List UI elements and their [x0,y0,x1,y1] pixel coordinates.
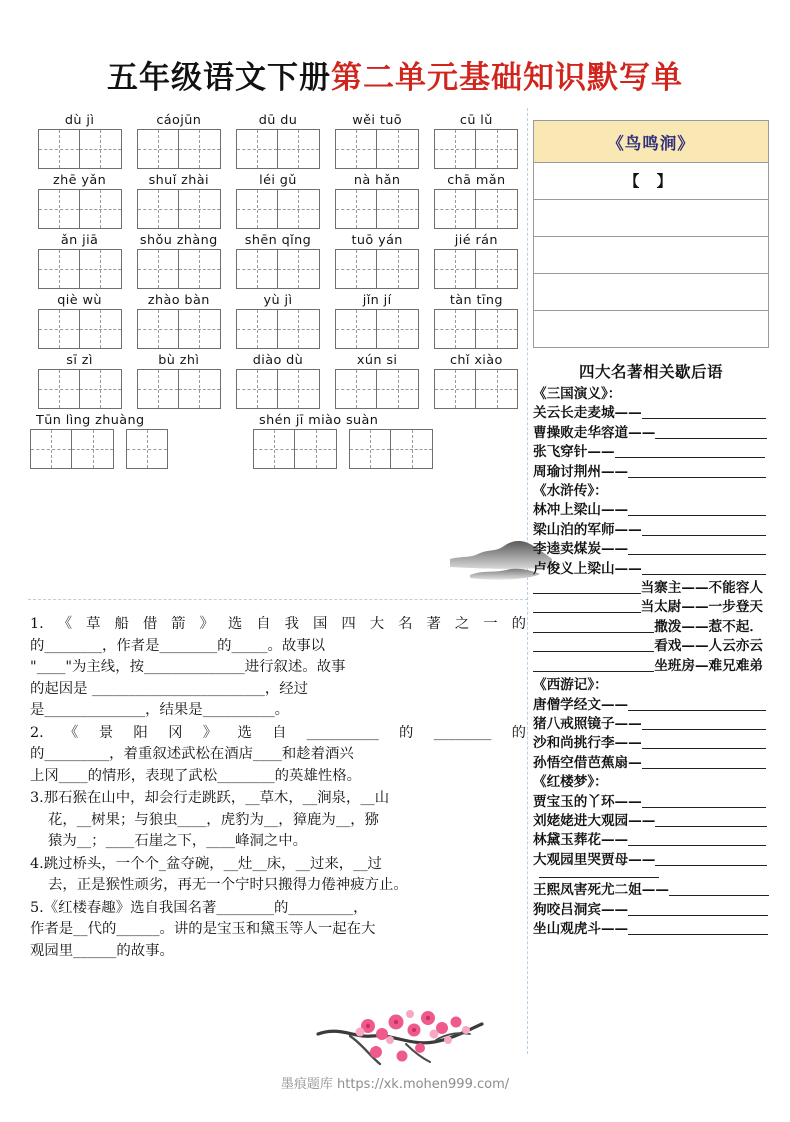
tianzige-box-group[interactable] [427,309,526,352]
question-item[interactable] [30,854,526,897]
answer-blank[interactable] [655,826,766,827]
pinyin-label: shǒu zhàng [139,233,218,248]
tianzige-cell[interactable] [349,429,391,469]
pinyin-word-group [328,352,427,412]
xiehouyu-entry[interactable] [533,831,769,850]
tianzige-cell[interactable] [80,249,122,289]
tianzige-box-group[interactable] [30,189,129,232]
answer-blank[interactable] [642,807,766,808]
pinyin-word-group [30,412,245,472]
answer-blank[interactable] [628,934,768,935]
poem-bracket-line[interactable]: 【 】 [534,163,768,200]
pinyin-label: nà hǎn [353,173,401,188]
question-line: 花，__树果；与狼虫____，虎豹为__，獐鹿为__，猕 [48,811,379,828]
tianzige-cell[interactable] [80,369,122,409]
tianzige-box-group[interactable] [328,309,427,352]
tianzige-box-group[interactable] [129,249,228,292]
question-number: 2. [30,724,44,741]
tianzige-cell[interactable] [236,309,278,349]
question-line: "____"为主线，按______________进行叙述。故事 [30,659,346,675]
pinyin-label: léi gǔ [259,173,297,188]
tianzige-cell[interactable] [80,189,122,229]
question-line [30,788,526,810]
xiehouyu-text: 狗咬吕洞宾—— [533,901,629,918]
xiehouyu-text: 《红楼梦》： [533,774,608,791]
tianzige-cell[interactable] [278,249,320,289]
tianzige-box-group[interactable] [427,249,526,292]
tianzige-box-group[interactable] [30,369,129,412]
xiehouyu-entry[interactable] [533,901,769,920]
tianzige-cell[interactable] [137,189,179,229]
tianzige-box-row [30,429,245,472]
question-line: 作者是__代的______。讲的是宝玉和黛玉等人一起在大 [30,921,376,937]
xiehouyu-text: 唐僧学经文—— [533,696,629,713]
tianzige-cell[interactable] [434,189,476,229]
tianzige-cell[interactable] [179,369,221,409]
poem-blank-line[interactable] [534,200,768,237]
pinyin-label: zhào bàn [147,293,210,308]
tianzige-cell[interactable] [137,129,179,169]
question-line: 猿为__；____石崖之下，____峰洞之中。 [48,833,308,849]
tianzige-cell[interactable] [38,309,80,349]
poem-card [533,120,769,348]
tianzige-box-row [253,429,468,472]
xiehouyu-text: 大观园里哭贾母—— [533,851,656,868]
pinyin-label: diào dù [252,353,304,368]
answer-blank[interactable] [642,535,766,536]
answer-blank[interactable] [628,515,766,516]
tianzige-cell[interactable] [236,249,278,289]
pinyin-label: ǎn jiā [60,233,99,248]
question-number: 5. [30,899,44,916]
page-title-red: 第二单元基础知识默写单 [331,60,683,96]
question-text: 《红楼春趣》选自我国名著________的_________， [43,899,368,916]
pinyin-label: qiè wù [57,293,102,308]
tianzige-cell[interactable] [434,369,476,409]
tianzige-box-group[interactable] [328,369,427,412]
pinyin-label: dū du [258,113,298,128]
xiehouyu-entry[interactable] [533,812,769,831]
pinyin-label: zhē yǎn [53,173,107,188]
pinyin-label: bù zhì [158,353,200,368]
xiehouyu-text: 张飞穿针—— [533,444,615,461]
tianzige-cell[interactable] [377,309,419,349]
answer-blank[interactable] [642,768,766,769]
answer-blank[interactable] [628,477,766,478]
xiehouyu-text: 坐山观虎斗—— [533,920,629,937]
xiehouyu-text: 《西游记》： [533,677,608,694]
tianzige-cell[interactable] [476,189,518,229]
question-line: 的________，作者是________的_____。故事以 [30,637,326,654]
xiehouyu-list [533,385,769,939]
question-number: 3. [30,790,44,806]
pinyin-row [30,112,526,172]
xiehouyu-text: 《水浒传》： [533,483,608,500]
pinyin-word-group [427,352,526,412]
answer-blank[interactable] [655,438,766,439]
xiehouyu-entry[interactable] [533,637,769,656]
question-line [30,723,526,745]
xiehouyu-entry[interactable] [533,754,769,773]
question-line: 上冈____的情形，表现了武松________的英雄性格。 [30,767,361,784]
tianzige-cell[interactable] [137,249,179,289]
answer-blank[interactable] [669,895,769,896]
pinyin-word-group [129,352,228,412]
tianzige-cell[interactable] [391,429,433,469]
xiehouyu-entry[interactable] [533,715,769,734]
left-column [30,112,526,473]
tianzige-cell[interactable] [30,429,72,469]
pinyin-label: wěi tuō [352,113,403,128]
answer-blank[interactable] [655,865,766,866]
tianzige-cell[interactable] [335,249,377,289]
xiehouyu-entry[interactable] [533,579,769,598]
tianzige-cell[interactable] [38,249,80,289]
pinyin-word-group [328,112,427,172]
pinyin-label: dù jì [64,113,95,128]
tianzige-cell[interactable] [80,129,122,169]
question-text: 《草船借箭》选自我国四大名著之一的 [43,616,526,632]
pinyin-label: shuǐ zhài [148,173,209,188]
pinyin-word-group [30,172,129,232]
tianzige-cell[interactable] [335,369,377,409]
tianzige-cell[interactable] [377,129,419,169]
pinyin-word-group [129,112,228,172]
pinyin-word-group [228,112,327,172]
tianzige-cell[interactable] [476,249,518,289]
question-item[interactable] [30,898,526,963]
tianzige-cell[interactable] [253,429,295,469]
pinyin-word-group [228,172,327,232]
pinyin-word-group [30,112,129,172]
pinyin-label: Tūn lìng zhuàng [36,413,145,428]
tianzige-cell[interactable] [278,309,320,349]
tianzige-cell[interactable] [377,249,419,289]
pinyin-label: chǐ xiào [449,353,503,368]
xiehouyu-text: 《三国演义》： [533,386,622,402]
xiehouyu-entry[interactable] [533,443,769,462]
answer-blank[interactable] [642,574,766,575]
pinyin-word-group [30,232,129,292]
xiehouyu-book-title [533,385,769,404]
right-column [533,120,769,939]
tianzige-cell[interactable] [179,129,221,169]
xiehouyu-entry[interactable] [533,881,769,900]
answer-blank[interactable] [628,915,768,916]
pinyin-word-group [129,172,228,232]
pinyin-word-group [427,112,526,172]
pinyin-row [30,232,526,292]
pinyin-word-group [328,292,427,352]
tianzige-box-group[interactable] [427,369,526,412]
question-line [30,854,526,876]
tianzige-cell[interactable] [236,129,278,169]
pinyin-word-group [30,292,129,352]
answer-blank[interactable] [642,729,766,730]
pinyin-label: jǐn jí [362,293,392,308]
question-text: 那石猴在山中，却会行走跳跃，__草木，__涧泉，__山 [43,790,390,806]
tianzige-box-group[interactable] [253,429,337,472]
xiehouyu-entry[interactable] [533,501,769,520]
answer-blank[interactable] [628,710,766,711]
pinyin-row [30,352,526,412]
tianzige-cell[interactable] [377,189,419,229]
question-number: 1. [30,616,44,632]
question-item[interactable] [30,788,526,853]
tianzige-box-group[interactable] [427,189,526,232]
tianzige-cell[interactable] [476,369,518,409]
xiehouyu-text: 看戏——人云亦云 [654,638,763,655]
answer-blank[interactable] [533,651,654,652]
tianzige-box-group[interactable] [228,249,327,292]
xiehouyu-entry[interactable] [533,560,769,579]
pinyin-word-group [228,352,327,412]
xiehouyu-entry[interactable] [533,521,769,540]
pinyin-row [30,292,526,352]
xiehouyu-text: 关云长走麦城—— [533,405,642,422]
xiehouyu-text: 孙悟空借芭蕉扇— [533,754,642,771]
poem-blank-line[interactable] [534,311,768,347]
tianzige-cell[interactable] [80,309,122,349]
pinyin-label: shén jī miào suàn [259,413,379,428]
xiehouyu-text: 当寨主——不能容人 [640,580,763,597]
tianzige-box-group[interactable] [349,429,433,472]
tianzige-cell[interactable] [434,129,476,169]
xiehouyu-text: 李逵卖煤炭—— [533,541,629,558]
worksheet-body [0,112,790,1072]
pinyin-word-group [228,232,327,292]
question-item[interactable] [30,614,526,722]
tianzige-cell[interactable] [236,189,278,229]
tianzige-cell[interactable] [434,309,476,349]
pinyin-word-group [427,292,526,352]
tianzige-box-group[interactable] [228,309,327,352]
question-line: 是______________，结果是__________。 [30,702,290,718]
xiehouyu-text: 林冲上梁山—— [533,502,629,519]
poem-blank-line[interactable] [534,237,768,274]
question-text: 跳过桥头，一个个_盆夺碗，__灶__床，__过来，__过 [43,855,382,872]
pinyin-label: tàn tīng [449,293,503,308]
pinyin-label: sī zì [66,353,93,368]
answer-blank[interactable] [642,418,766,419]
pinyin-label: chā mǎn [447,173,506,188]
pinyin-word-group [129,232,228,292]
xiehouyu-text: 撒泼——惹不起． [654,618,763,635]
footer-watermark: 墨痕题库 https://xk.mohen999.com/ [280,1077,510,1092]
xiehouyu-entry[interactable] [533,463,769,482]
tianzige-cell[interactable] [179,309,221,349]
xiehouyu-text: 周瑜讨荆州—— [533,463,629,480]
page-title-black: 五年级语文下册 [107,60,331,96]
pinyin-label: cū lǔ [459,113,493,128]
answer-blank[interactable] [533,671,654,672]
xiehouyu-entry[interactable] [533,424,769,443]
xiehouyu-heading: 四大名著相关歇后语 [578,362,723,381]
pinyin-writing-grid [30,112,526,472]
question-line: 的_________，着重叙述武松在酒店____和趁着酒兴 [30,746,354,762]
poem-card-heading: 《鸟鸣涧》 [534,121,768,163]
answer-blank[interactable] [615,457,766,458]
poem-blank-line[interactable] [534,274,768,311]
page-title [0,0,790,97]
pinyin-word-group [427,172,526,232]
tianzige-cell[interactable] [137,309,179,349]
question-text: 《景阳冈》选自__________的________的 [43,724,526,741]
tianzige-box-group[interactable] [30,129,129,172]
xiehouyu-entry[interactable] [533,793,769,812]
plum-blossom-icon [310,1000,490,1072]
xiehouyu-entry[interactable] [533,598,769,617]
tianzige-cell[interactable] [377,369,419,409]
xiehouyu-entry[interactable] [533,734,769,753]
xiehouyu-book-title [533,773,769,792]
pinyin-label: tuō yán [351,233,403,248]
tianzige-box-group[interactable] [328,129,427,172]
xiehouyu-text: 卢俊义上梁山—— [533,560,642,577]
pinyin-label: jié rán [454,233,498,248]
pinyin-word-group [253,412,468,472]
xiehouyu-text: 猪八戒照镜子—— [533,715,642,732]
answer-blank[interactable] [628,554,766,555]
xiehouyu-entry[interactable] [533,657,769,676]
xiehouyu-entry[interactable] [533,696,769,715]
xiehouyu-entry[interactable] [533,540,769,559]
tianzige-cell[interactable] [72,429,114,469]
tianzige-cell[interactable] [335,309,377,349]
pinyin-label: shēn qǐng [244,233,312,248]
answer-blank[interactable] [539,877,659,878]
pinyin-label: yù jì [263,293,293,308]
answer-blank[interactable] [533,632,654,633]
xiehouyu-text: 刘姥姥进大观园—— [533,812,656,829]
tianzige-box-group[interactable] [30,429,114,472]
tianzige-cell[interactable] [476,309,518,349]
tianzige-box-group[interactable] [30,249,129,292]
xiehouyu-entry[interactable] [533,404,769,423]
question-line: 观园里______的故事。 [30,942,174,959]
question-line [30,898,526,920]
xiehouyu-text: 贾宝玉的丫环—— [533,793,642,810]
pinyin-row [30,172,526,232]
xiehouyu-text: 坐班房—难兄难弟 [654,657,763,674]
tianzige-box-group[interactable] [129,129,228,172]
xiehouyu-text: 林黛玉葬花—— [533,832,629,849]
xiehouyu-entry[interactable] [533,920,769,939]
question-line: 的起因是 ________________________，经过 [30,680,308,697]
question-item[interactable] [30,723,526,788]
tianzige-cell[interactable] [236,369,278,409]
answer-blank[interactable] [533,612,641,613]
tianzige-box-group[interactable] [228,189,327,232]
tianzige-box-group[interactable] [129,309,228,352]
xiehouyu-text: 王熙凤害死尤二姐—— [533,882,669,899]
pinyin-word-group [129,292,228,352]
answer-blank[interactable] [533,593,641,594]
answer-blank[interactable] [628,845,766,846]
tianzige-box-group[interactable] [328,189,427,232]
pinyin-label: xún si [356,353,398,368]
tianzige-cell[interactable] [278,189,320,229]
answer-blank[interactable] [642,748,766,749]
xiehouyu-entry[interactable] [533,851,769,870]
tianzige-cell[interactable] [278,369,320,409]
tianzige-cell[interactable] [179,249,221,289]
questions-area [30,614,526,963]
tianzige-box-group[interactable] [427,129,526,172]
tianzige-box-group[interactable] [129,189,228,232]
pinyin-word-group [427,232,526,292]
pinyin-word-group [228,292,327,352]
xiehouyu-book-title [533,482,769,501]
pinyin-label: cáojūn [156,113,202,128]
xiehouyu-text: 当太尉——一步登天 [640,599,763,616]
tianzige-box-group[interactable] [129,369,228,412]
tianzige-cell[interactable] [179,189,221,229]
tianzige-cell[interactable] [434,249,476,289]
tianzige-cell[interactable] [137,369,179,409]
tianzige-cell[interactable] [38,369,80,409]
pinyin-word-group [30,352,129,412]
xiehouyu-entry[interactable] [533,618,769,637]
tianzige-cell[interactable] [38,129,80,169]
xiehouyu-book-title [533,676,769,695]
tianzige-box-group[interactable] [328,249,427,292]
tianzige-box-group[interactable] [228,129,327,172]
tianzige-cell[interactable] [476,129,518,169]
xiehouyu-text: 梁山泊的军师—— [533,521,642,538]
xiehouyu-text: 沙和尚挑行李—— [533,735,642,752]
tianzige-cell[interactable] [295,429,337,469]
tianzige-box-group[interactable] [126,429,168,472]
horizontal-divider [28,599,528,600]
tianzige-cell[interactable] [335,189,377,229]
tianzige-box-group[interactable] [228,369,327,412]
tianzige-box-group[interactable] [30,309,129,352]
tianzige-cell[interactable] [126,429,168,469]
question-line: 去，正是猴性顽劣，再无一个宁时只搬得力倦神疲方止。 [48,877,408,893]
tianzige-cell[interactable] [278,129,320,169]
question-line [30,614,526,636]
pinyin-word-group [328,172,427,232]
pinyin-word-group [328,232,427,292]
tianzige-cell[interactable] [38,189,80,229]
question-number: 4. [30,855,44,872]
pinyin-row [30,412,526,472]
tianzige-cell[interactable] [335,129,377,169]
xiehouyu-text: 曹操败走华容道—— [533,424,656,441]
